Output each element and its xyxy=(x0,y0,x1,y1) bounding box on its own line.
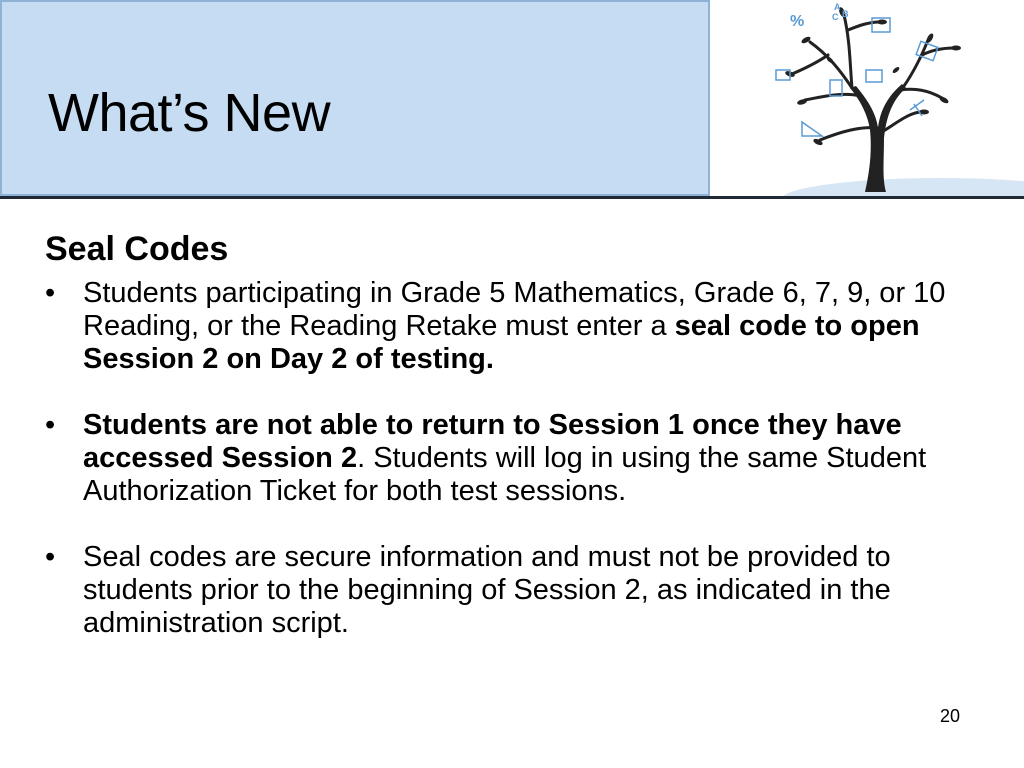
bullet-item xyxy=(45,541,985,640)
percent-icon: % xyxy=(790,13,805,30)
bullet-bold-text: seal code to open Session 2 on Day 2 of testing. xyxy=(83,310,920,375)
letter-b-icon: B xyxy=(842,9,849,19)
tree-trunk xyxy=(850,84,906,192)
letter-a-icon: A xyxy=(834,2,841,12)
bullet-text: . Students will log in using the same Student Authorization Ticket for both test sessions. xyxy=(83,442,927,507)
bullet-text: Students participating in Grade 5 Mathematics, Grade 6, 7, 9, or 10 Reading, or the Reading Retake must enter a xyxy=(83,277,946,342)
bullet-text: Seal codes are secure information and must not be provided to students prior to the beginning of Session 2, as indicated in the administration script. xyxy=(83,541,891,639)
ground-shape xyxy=(780,178,1024,196)
bullet-marker: • xyxy=(45,409,56,441)
bullet-item xyxy=(45,409,985,508)
education-icons xyxy=(776,18,938,136)
tree-illustration xyxy=(710,0,1024,196)
title-banner xyxy=(0,0,710,196)
triangle-ruler-icon xyxy=(802,122,822,136)
bullet-marker: • xyxy=(45,277,56,309)
header-divider xyxy=(0,196,1024,199)
bullet-item xyxy=(45,277,985,376)
section-heading: Seal Codes xyxy=(45,230,229,268)
laptop-icon xyxy=(866,70,882,82)
page-number: 20 xyxy=(940,706,961,726)
slide-title: What’s New xyxy=(48,83,331,143)
education-tree-icon xyxy=(710,0,1024,196)
bullet-bold-text: Students are not able to return to Session 1 once they have accessed Session 2 xyxy=(83,409,902,474)
bullet-marker: • xyxy=(45,541,56,573)
letter-c-icon: C xyxy=(832,12,839,22)
slide-body xyxy=(45,230,985,673)
bullet-list xyxy=(45,277,985,640)
